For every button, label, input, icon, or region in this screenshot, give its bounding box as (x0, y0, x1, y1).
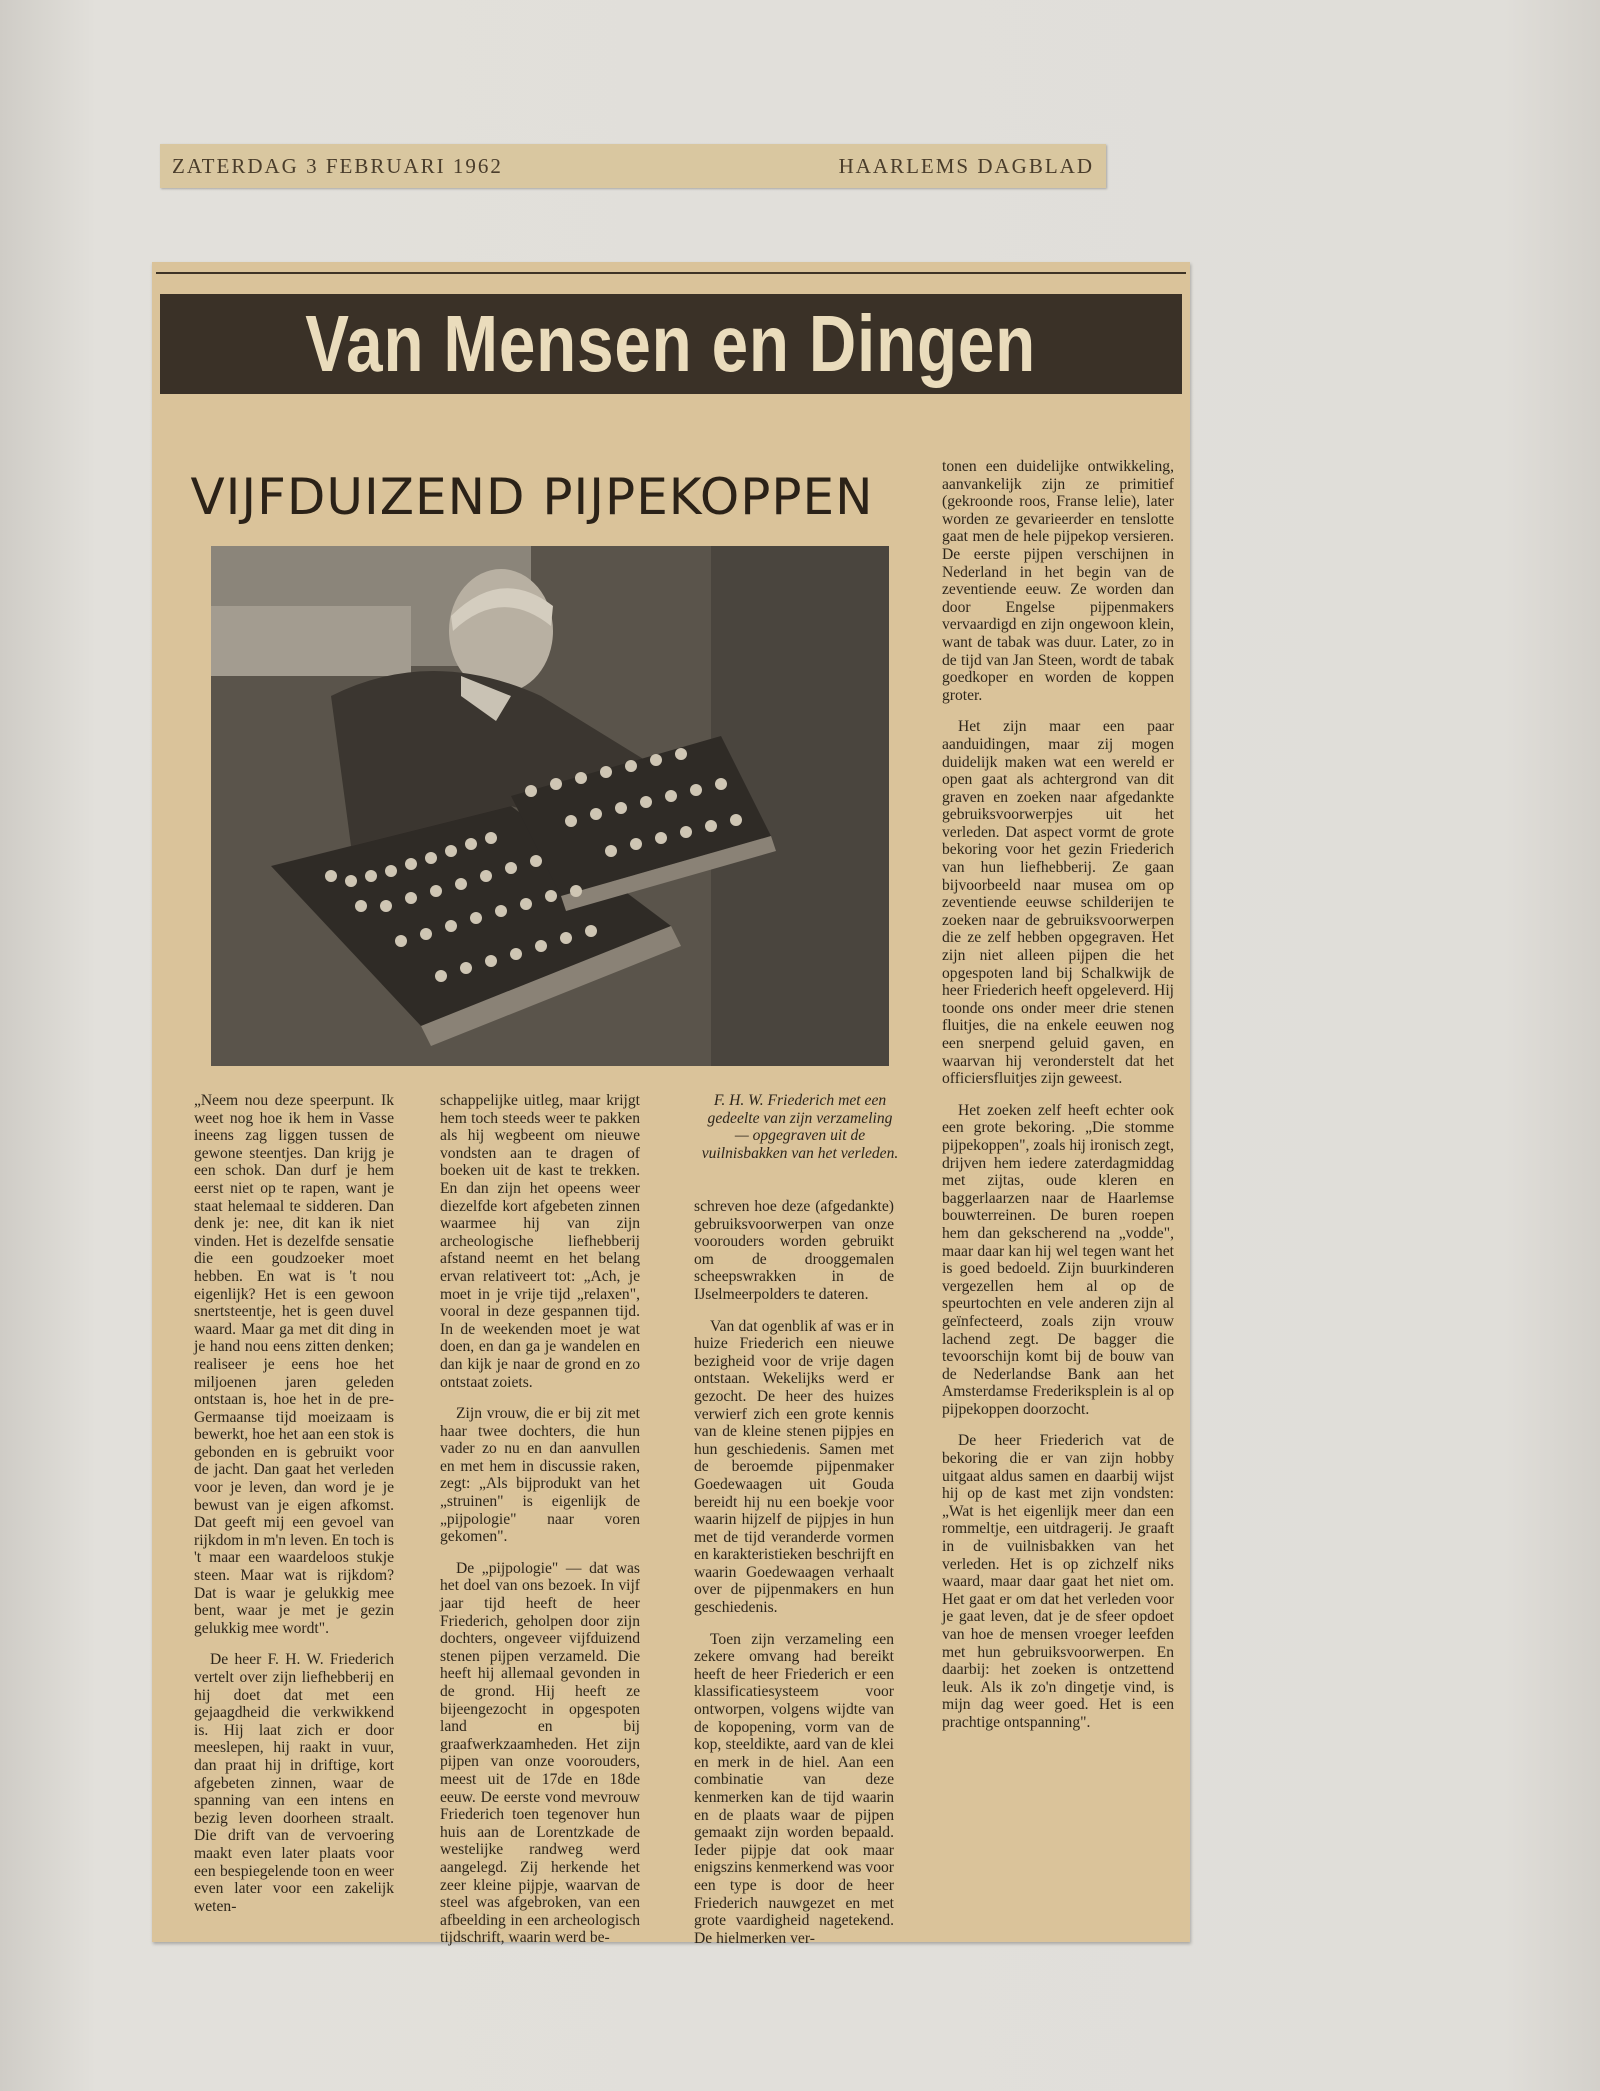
newspaper-clipping (152, 262, 1190, 1947)
column-1-paragraph: „Neem nou deze speerpunt. Ik weet nog hoe ik hem in Vasse ineens zag liggen tussen de gewone steentjes. Dan krijg je een schok. Dan durf je hem eerst niet op te rapen, want je staat helemaal te sidderen. Dan denk je: nee, dit kan ik niet vinden. Het is dezelfde sensatie die een goudzoeker moet hebben. En wat is 't nou eigenlijk? Het is een gewoon snertsteentje, het is geen duvel waard. Maar ga met dit ding in je hand nou eens zitten denken; realiseer je eens hoe het miljoenen jaren geleden ontstaan is, hoe het in de pre-Germaanse tijd moeizaam is bewerkt, hoe het aan een stok is gebonden en is gebruikt voor de jacht. Dan gaat het verleden voor je leven, dan word je je bewust van je eigen afkomst. Dat geeft mij een gevoel van rijkdom in m'n leven. En toch is 't maar een waardeloos stukje steen. Maar wat is rijkdom? Dat is waar je gelukkig mee bent, waar je met je gezin gelukkig mee wordt". (194, 1092, 394, 1637)
column-4-paragraph: Het zijn maar een paar aanduidingen, maar zij mogen duidelijk maken wat een wereld er open gaat als achtergrond van dit graven en zoeken naar afgedankte gebruiksvoorwerpjes uit het verleden. Dat aspect vormt de grote bekoring voor het gezin Friederich van hun liefhebberij. Ze gaan bijvoorbeeld naar musea om op zeventiende eeuwse schilderijen te zoeken naar de gebruiksvoorwerpen die ze zelf hebben opgegraven. Het zijn niet alleen pijpen die het opgespoten land bij Schalkwijk de heer Friederich heeft opgeleverd. Hij toonde ons onder meer drie stenen fluitjes, die na enkele eeuwen nog een snerpend geluid gaven, en waarvan hij veronderstelt dat het officiersfluitjes zijn geweest. (942, 718, 1174, 1088)
column-3-paragraph: Van dat ogenblik af was er in huize Friederich een nieuwe bezigheid voor de vrije dagen ontstaan. Wekelijks werd er gezocht. De heer des huizes verwierf zich een grote kennis van de kleine stenen pijpjes en hun geschiedenis. Samen met de beroemde pijpenmaker Goedewaagen uit Gouda bereidt hij nu een boekje voor waarin hijzelf de pijpjes in hun met de tijd veranderde vormen en karakteristieken beschrijft en waarin Goedewaagen verhaalt over de pijpenmakers en hun geschiedenis. (694, 1317, 894, 1617)
column-3-paragraph: schreven hoe deze (afgedankte) gebruiksvoorwerpen van onze voorouders worden gebruikt om de drooggemalen scheepswrakken in de IJselmeerpolders te dateren. (694, 1198, 894, 1303)
column-2-paragraph: De „pijpologie" — dat was het doel van ons bezoek. In vijf jaar tijd heeft de heer Friederich, geholpen door zijn dochters, ongeveer vijfduizend stenen pijpen verzameld. Die heeft hij allemaal gevonden in de grond. Hij heeft ze bijeengezocht in opgespoten land en bij graafwerkzaamheden. Het zijn pijpen van onze voorouders, meest uit de 17de en 18de eeuw. De eerste vond mevrouw Friederich toen tegenover hun huis aan de Lorentzkade de westelijke randweg werd aangelegd. Zij herkende het zeer kleine pijpje, waarvan de steel was afgebroken, van een afbeelding in een archeologisch tijdschrift, waarin werd be- (440, 1559, 640, 1947)
column-2-paragraph: Zijn vrouw, die er bij zit met haar twee dochters, die hun vader zo nu en dan aanvullen en met hem in discussie raken, zegt: „Als bijprodukt van het „struinen" is eigenlijk de „pijpologie" naar voren gekomen". (440, 1405, 640, 1546)
column-3-paragraph: Toen zijn verzameling een zekere omvang had bereikt heeft de heer Friederich er een klassificatiesysteem voor ontworpen, volgens wijdte van de kopopening, vorm van de kop, steeldikte, aard van de klei en merk in de hiel. Aan een combinatie van deze kenmerken kan de tijd waarin en de plaats waar de pijpen gemaakt zijn worden bepaald. Ieder pijpje dat ook maar enigszins kenmerkend was voor een type is door de heer Friederich nauwgezet en met grote vaardigheid nagetekend. De hielmerken ver- (694, 1630, 894, 1947)
photo-man-with-pipe-collection-drawer-icon (211, 546, 889, 1066)
section-masthead (160, 294, 1182, 394)
article-column-2 (440, 1092, 640, 1961)
article-column-3 (694, 1198, 894, 1961)
article-column-4 (942, 458, 1174, 1746)
article-headline: VIJFDUIZEND PIJPEKOPPEN (190, 468, 874, 526)
column-4-paragraph: Het zoeken zelf heeft echter ook een grote bekoring. „Die stomme pijpekoppen", zoals hij ironisch zegt, drijven hem iedere zaterdagmiddag met zijtas, oude kleren en baggerlaarzen naar de Haarlemse bouwterreinen. De buren roepen hem dan gekscherend na „vodde", maar daar kan hij wel tegen want het is goed bedoeld. Zijn buurkinderen vergezellen hem al op de speurtochten en vele anderen zijn al geïnfecteerd, zoals zijn vrouw lachend zegt. De bagger die tevoorschijn komt bij de bouw van de Nederlandse Bank aan het Amsterdamse Frederiksplein is al op pijpekoppen doorzocht. (942, 1101, 1174, 1418)
article-photo (211, 546, 889, 1066)
photo-caption: F. H. W. Friederich met een gedeelte van zijn verzameling — opgegraven uit de vuilnisbakken van het verleden. (701, 1092, 899, 1162)
top-rule (156, 272, 1186, 274)
dateline-strip (160, 144, 1106, 188)
column-4-paragraph: De heer Friederich vat de bekoring die er van zijn hobby uitgaat aldus samen en daarbij wijst hij op de kast met zijn vondsten: „Wat is het eigenlijk meer dan een rommeltje, een uitdragerij. Je graaft in de vuilnisbakken van het verleden. Het is op zichzelf niks waard, maar daar gaat het niet om. Het gaat er om dat het verleden voor je gaat leven, dat je de sfeer opdoet van hoe de mensen vroeger leefden met hun gebruiksvoorwerpen. En daarbij: het zoeken is ontzettend leuk. Als ik zo'n dingetje vind, is mijn dag weer goed. Het is een prachtige ontspanning". (942, 1432, 1174, 1731)
column-4-paragraph: tonen een duidelijke ontwikkeling, aanvankelijk zijn ze primitief (gekroonde roos, Franse lelie), later worden ze gevarieerder en tenslotte gaat men de hele pijpekop versieren. De eerste pijpen verschijnen in Nederland in het begin van de zeventiende eeuw. Ze worden dan door Engelse pijpenmakers vervaardigd en zijn ongewoon klein, want de tabak was duur. Later, zo in de tijd van Jan Steen, wordt de tabak goedkoper en worden de koppen groter. (942, 458, 1174, 704)
masthead-title: Van Mensen en Dingen (305, 299, 1037, 388)
column-1-paragraph: De heer F. H. W. Friederich vertelt over zijn liefhebberij en hij doet dat met een gejaagdheid die verkwikkend is. Hij laat zich er door meeslepen, hij raakt in vuur, dan praat hij in driftige, kort afgebeten zinnen, waar de spanning van een intens en bezig leven doorheen straalt. Die drift van de vervoering maakt even later plaats voor een bespiegelende toon en weer even later voor een zakelijk weten- (194, 1651, 394, 1915)
dateline-newspaper: HAARLEMS DAGBLAD (838, 153, 1094, 178)
column-2-paragraph: schappelijke uitleg, maar krijgt hem toch steeds weer te pakken als hij wegbeent om nieuwe vondsten aan te dragen of boeken uit de kast te trekken. En dan zijn het opeens weer diezelfde kort afgebeten zinnen waarmee hij van zijn archeologische liefhebberij afstand neemt en het belang ervan relativeert tot: „Ach, je moet in je vrije tijd „relaxen", vooral in deze gespannen tijd. In de weekenden moet je wat doen, en dan ga je wandelen en dan kijk je naar de grond en zo ontstaat zoiets. (440, 1092, 640, 1391)
dateline-date: ZATERDAG 3 FEBRUARI 1962 (172, 153, 503, 178)
article-column-1 (194, 1092, 394, 1929)
